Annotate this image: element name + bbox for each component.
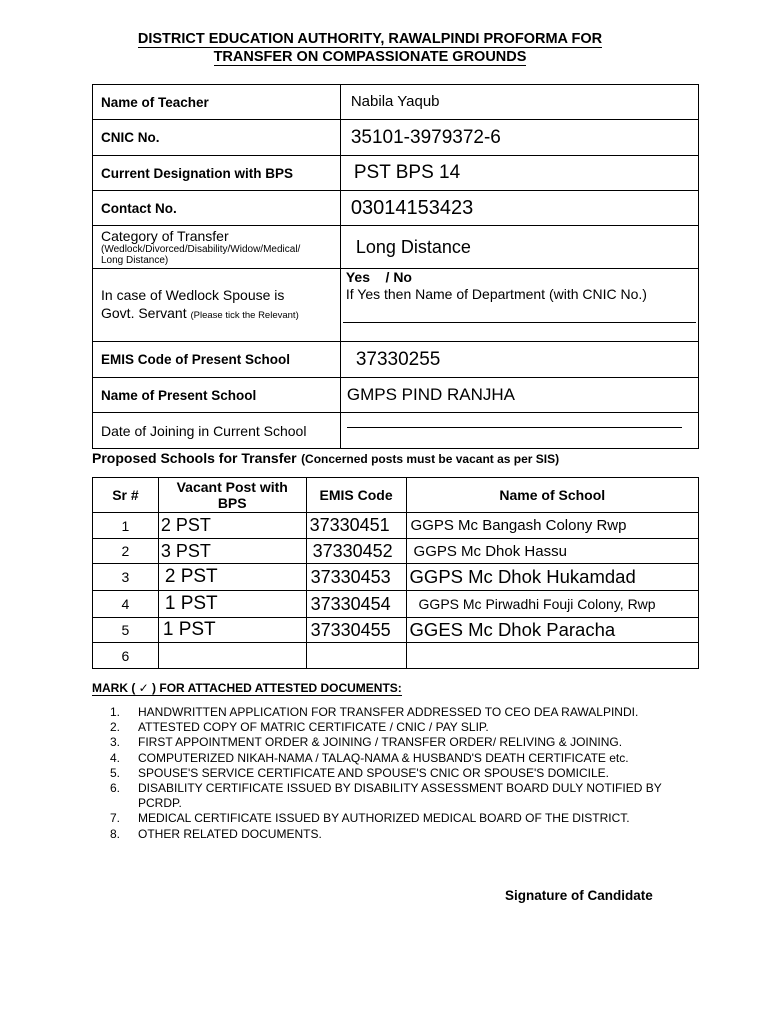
proposed-schools-table [92,477,699,669]
list-item-number: 4. [110,750,121,765]
row-emis: 37330451 [306,513,406,539]
list-item-text: OTHER RELATED DOCUMENTS. [138,826,322,841]
row-school: GGPS Mc Dhok Hassu [406,539,698,564]
list-item[interactable] [110,827,680,842]
row-post: 1 PST [158,618,306,643]
col-header-emis: EMIS Code [306,478,406,513]
wedlock-label-2: Govt. Servant [101,304,187,321]
category-value-cell [340,226,698,269]
row-sr: 4 [93,591,159,618]
designation-value: PST BPS 14 [340,156,698,191]
list-item[interactable] [110,766,680,781]
table-row [93,539,699,564]
list-item[interactable] [110,751,680,766]
row-contact [93,191,699,226]
proposed-header-row [93,478,699,513]
row-post[interactable] [158,643,306,669]
category-hint-1: (Wedlock/Divorced/Disability/Widow/Medical/ [101,243,301,255]
proposed-heading-title: Proposed Schools for Transfer [92,450,297,466]
teacher-name-cell [340,85,698,120]
row-sr: 6 [93,643,159,669]
documents-heading-text: MARK ( ✓ ) FOR ATTACHED ATTESTED DOCUMENTS: [92,681,402,695]
signature-label: Signature of Candidate [505,888,653,903]
row-wedlock [93,269,699,342]
row-joining-date [93,413,699,449]
cnic-label: CNIC No. [93,120,341,156]
title-line-2: TRANSFER ON COMPASSIONATE GROUNDS [213,49,527,65]
row-school: GGPS Mc Pirwadhi Fouji Colony, Rwp [406,591,698,618]
list-item-number: 3. [110,735,121,750]
table-row [93,643,699,669]
joining-date-label: Date of Joining in Current School [93,413,341,449]
table-row [93,513,699,539]
list-item-text: HANDWRITTEN APPLICATION FOR TRANSFER ADDRESSED TO CEO DEA RAWALPINDI. [138,705,639,719]
row-emis: 37330452 [306,539,406,564]
list-item-text: FIRST APPOINTMENT ORDER & JOINING / TRANSFER ORDER/ RELIVING & JOINING. [138,735,623,750]
list-item-number: 8. [110,826,121,841]
list-item[interactable] [110,720,680,735]
wedlock-department-label: If Yes then Name of Department (with CNIC No.) [345,286,647,302]
category-label: Category of Transfer [101,227,229,244]
proposed-heading-note: (Concerned posts must be vacant as per SIS) [301,452,560,466]
list-item-text: DISABILITY CERTIFICATE ISSUED BY DISABILITY ASSESSMENT BOARD DULY NOTIFIED BY PCRDP. [138,781,662,811]
list-item-number: 5. [110,765,121,780]
row-sr: 5 [93,618,159,643]
emis-value: 37330255 [340,342,698,378]
col-header-sr: Sr # [93,478,159,513]
row-emis: 37330454 [306,591,406,618]
wedlock-department-line[interactable] [343,322,696,323]
title-line-1: DISTRICT EDUCATION AUTHORITY, RAWALPINDI PROFORMA FOR [137,31,603,47]
row-emis: 37330455 [306,618,406,643]
category-value: Long Distance [355,236,471,257]
list-item-number: 6. [110,781,121,796]
list-item-text: ATTESTED COPY OF MATRIC CERTIFICATE / CNIC / PAY SLIP. [138,720,489,735]
list-item-text: COMPUTERIZED NIKAH-NAMA / TALAQ-NAMA & HUSBAND'S DEATH CERTIFICATE etc. [138,750,629,765]
wedlock-label-1: In case of Wedlock Spouse is [101,286,285,303]
category-label-cell [93,226,341,269]
row-emis [93,342,699,378]
present-school-value: GMPS PIND RANJHA [340,378,698,413]
row-present-school [93,378,699,413]
table-row [93,618,699,643]
row-cnic [93,120,699,156]
joining-date-line[interactable] [347,427,682,428]
row-emis: 37330453 [306,564,406,591]
contact-value: 03014153423 [340,191,698,226]
designation-label: Current Designation with BPS [93,156,341,191]
row-teacher-name [93,85,699,120]
cnic-value: 35101-3979372-6 [340,120,698,156]
list-item-number: 2. [110,720,121,735]
col-header-school: Name of School [406,478,698,513]
documents-heading [92,681,402,695]
list-item-text: SPOUSE'S SERVICE CERTIFICATE AND SPOUSE'S CNIC OR SPOUSE'S DOMICILE. [138,765,609,780]
wedlock-hint: (Please tick the Relevant) [190,309,299,321]
row-post: 2 PST [158,513,306,539]
col-header-post: Vacant Post with BPS [158,478,306,513]
list-item-text: MEDICAL CERTIFICATE ISSUED BY AUTHORIZED MEDICAL BOARD OF THE DISTRICT. [138,811,630,826]
list-item-number: 7. [110,811,121,826]
row-school[interactable] [406,643,698,669]
row-post: 1 PST [158,591,306,618]
row-sr: 3 [93,564,159,591]
row-category [93,226,699,269]
category-hint-2: Long Distance) [101,254,169,266]
wedlock-options[interactable]: Yes / No [345,269,412,285]
row-school: GGPS Mc Dhok Hukamdad [406,564,698,591]
proposed-heading [92,450,559,468]
teacher-name-value: Nabila Yaqub [350,93,440,110]
row-sr: 1 [93,513,159,539]
teacher-name-label: Name of Teacher [93,85,341,120]
wedlock-label-cell [93,269,341,342]
row-sr: 2 [93,539,159,564]
row-emis[interactable] [306,643,406,669]
emis-label: EMIS Code of Present School [93,342,341,378]
list-item[interactable] [110,781,680,811]
table-row [93,591,699,618]
form-title [60,30,680,66]
row-post: 2 PST [158,564,306,591]
wedlock-answer-cell [340,269,698,342]
row-school: GGES Mc Dhok Paracha [406,618,698,643]
list-item-number: 1. [110,705,121,719]
list-item[interactable] [110,811,680,826]
table-row [93,564,699,591]
joining-date-cell [340,413,698,449]
row-post: 3 PST [158,539,306,564]
row-designation [93,156,699,191]
teacher-info-table [92,84,699,449]
documents-list [110,705,680,842]
list-item[interactable] [110,735,680,750]
contact-label: Contact No. [93,191,341,226]
present-school-label: Name of Present School [93,378,341,413]
row-school: GGPS Mc Bangash Colony Rwp [406,513,698,539]
list-item[interactable] [110,705,680,720]
